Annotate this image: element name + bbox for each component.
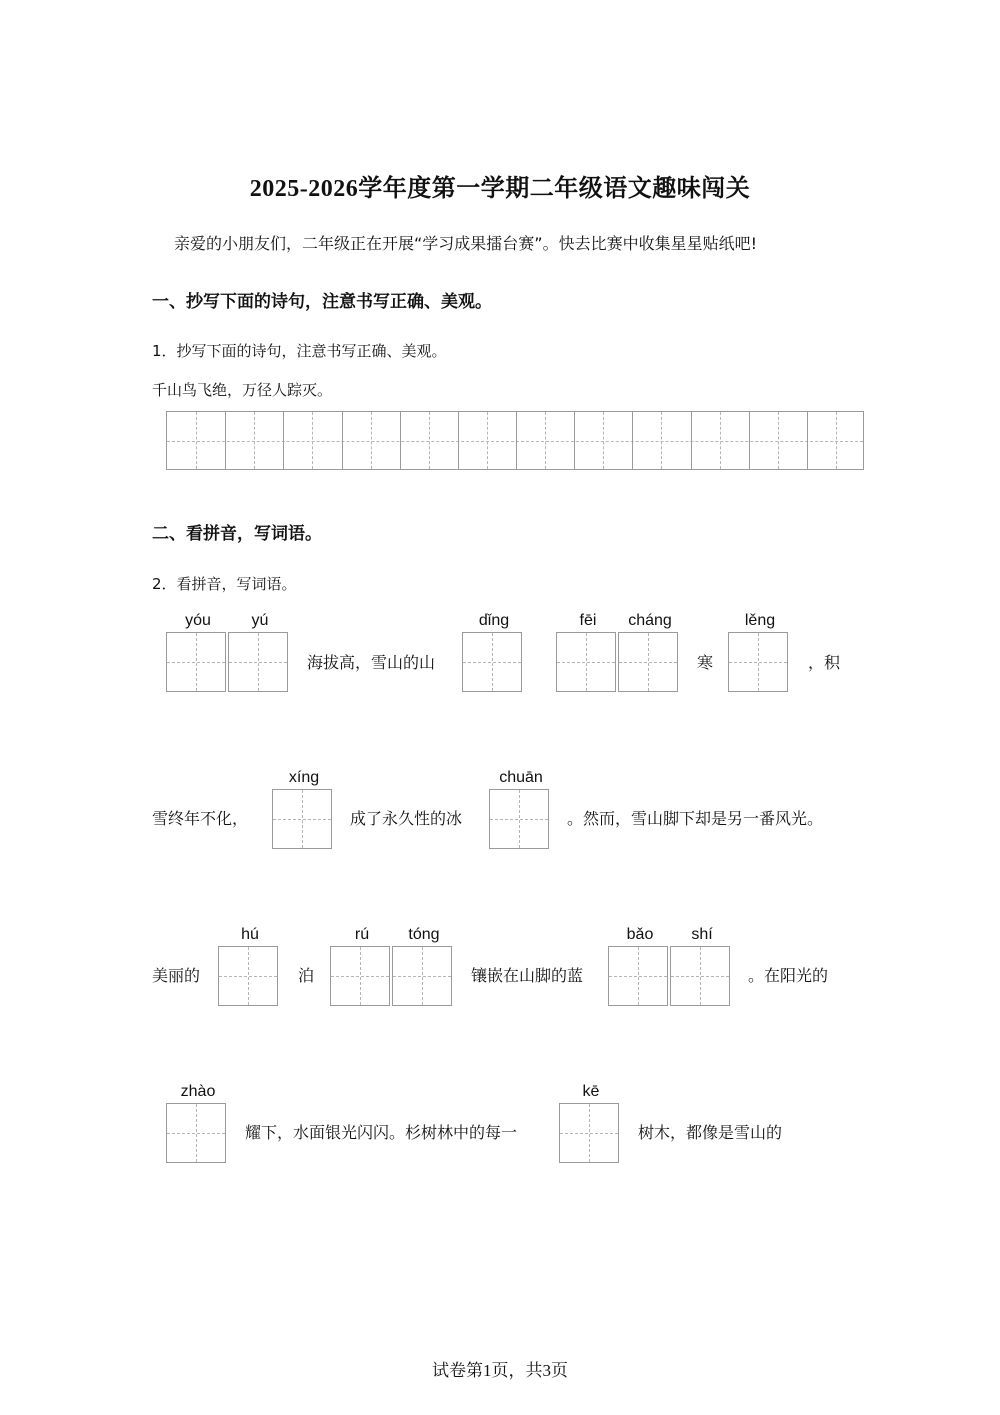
grid-cell-midline (836, 412, 837, 469)
writing-box[interactable] (618, 632, 678, 692)
pinyin-label: dǐng (478, 612, 510, 629)
grid-cell-midline (603, 412, 604, 469)
pinyin-label: hú (241, 926, 259, 943)
pinyin-label: xíng (288, 769, 320, 786)
passage-text: 雪终年不化， (152, 809, 249, 828)
grid-cell-divider (632, 412, 633, 469)
grid-cell-divider (342, 412, 343, 469)
grid-cell-divider (400, 412, 401, 469)
pinyin-label: kē (582, 1083, 600, 1100)
grid-cell-midline (429, 412, 430, 469)
pinyin-label: fēi (579, 612, 597, 629)
grid-cell-divider (574, 412, 575, 469)
passage-text: 美丽的 (152, 966, 201, 985)
passage-text: 树木，都像是雪山的 (638, 1123, 783, 1142)
pinyin-label: lěng (744, 612, 776, 629)
writing-box[interactable] (218, 946, 278, 1006)
passage-text: 。在阳光的 (748, 966, 829, 985)
grid-cell-midline (720, 412, 721, 469)
passage-text: 。然而，雪山脚下却是另一番风光。 (567, 809, 824, 828)
writing-box[interactable] (559, 1103, 619, 1163)
passage-text: ，积 (808, 653, 841, 672)
grid-cell-midline (545, 412, 546, 469)
grid-cell-midline (312, 412, 313, 469)
writing-box[interactable] (556, 632, 616, 692)
passage-text: 泊 (298, 966, 315, 985)
writing-box[interactable] (166, 632, 226, 692)
grid-cell-midline (487, 412, 488, 469)
page-title: 2025-2026学年度第一学期二年级语文趣味闯关 (249, 176, 751, 202)
writing-box[interactable] (670, 946, 730, 1006)
grid-cell-midline (196, 412, 197, 469)
passage-text: 耀下，水面银光闪闪。杉树林中的每一 (245, 1123, 518, 1142)
writing-box[interactable] (728, 632, 788, 692)
intro-text: 亲爱的小朋友们，二年级正在开展“学习成果擂台赛”。快去比赛中收集星星贴纸吧! (174, 234, 757, 253)
question2-text: 2．看拼音，写词语。 (152, 575, 297, 593)
pinyin-label: yú (251, 612, 269, 629)
pinyin-label: chuān (499, 769, 543, 786)
pinyin-label: tóng (408, 926, 440, 943)
pinyin-label: shí (691, 926, 713, 943)
passage-text: 海拔高，雪山的山 (307, 653, 436, 672)
pinyin-label: rú (354, 926, 370, 943)
writing-box[interactable] (462, 632, 522, 692)
passage-text: 寒 (697, 653, 714, 672)
pinyin-label: yóu (185, 612, 211, 629)
grid-cell-divider (691, 412, 692, 469)
grid-cell-midline (661, 412, 662, 469)
grid-cell-divider (749, 412, 750, 469)
grid-cell-divider (516, 412, 517, 469)
page-footer: 试卷第1页，共3页 (432, 1361, 568, 1380)
grid-cell-divider (458, 412, 459, 469)
writing-box[interactable] (608, 946, 668, 1006)
writing-box[interactable] (392, 946, 452, 1006)
section1-heading: 一、抄写下面的诗句，注意书写正确、美观。 (152, 292, 492, 312)
writing-box[interactable] (166, 1103, 226, 1163)
grid-cell-divider (283, 412, 284, 469)
section2-heading: 二、看拼音，写词语。 (152, 524, 322, 544)
passage-text: 成了永久性的冰 (350, 809, 463, 828)
pinyin-label: bǎo (626, 926, 654, 943)
grid-cell-divider (225, 412, 226, 469)
writing-box[interactable] (489, 789, 549, 849)
writing-box[interactable] (272, 789, 332, 849)
grid-cell-midline (254, 412, 255, 469)
writing-box[interactable] (228, 632, 288, 692)
question1-text: 1．抄写下面的诗句，注意书写正确、美观。 (152, 342, 447, 360)
pinyin-label: cháng (628, 612, 672, 629)
copy-writing-grid[interactable] (166, 411, 864, 470)
grid-cell-divider (807, 412, 808, 469)
grid-cell-midline (371, 412, 372, 469)
pinyin-label: zhào (180, 1083, 216, 1100)
passage-text: 镶嵌在山脚的蓝 (471, 966, 584, 985)
grid-cell-midline (778, 412, 779, 469)
writing-box[interactable] (330, 946, 390, 1006)
poem-text: 千山鸟飞绝，万径人踪灭。 (152, 381, 333, 399)
